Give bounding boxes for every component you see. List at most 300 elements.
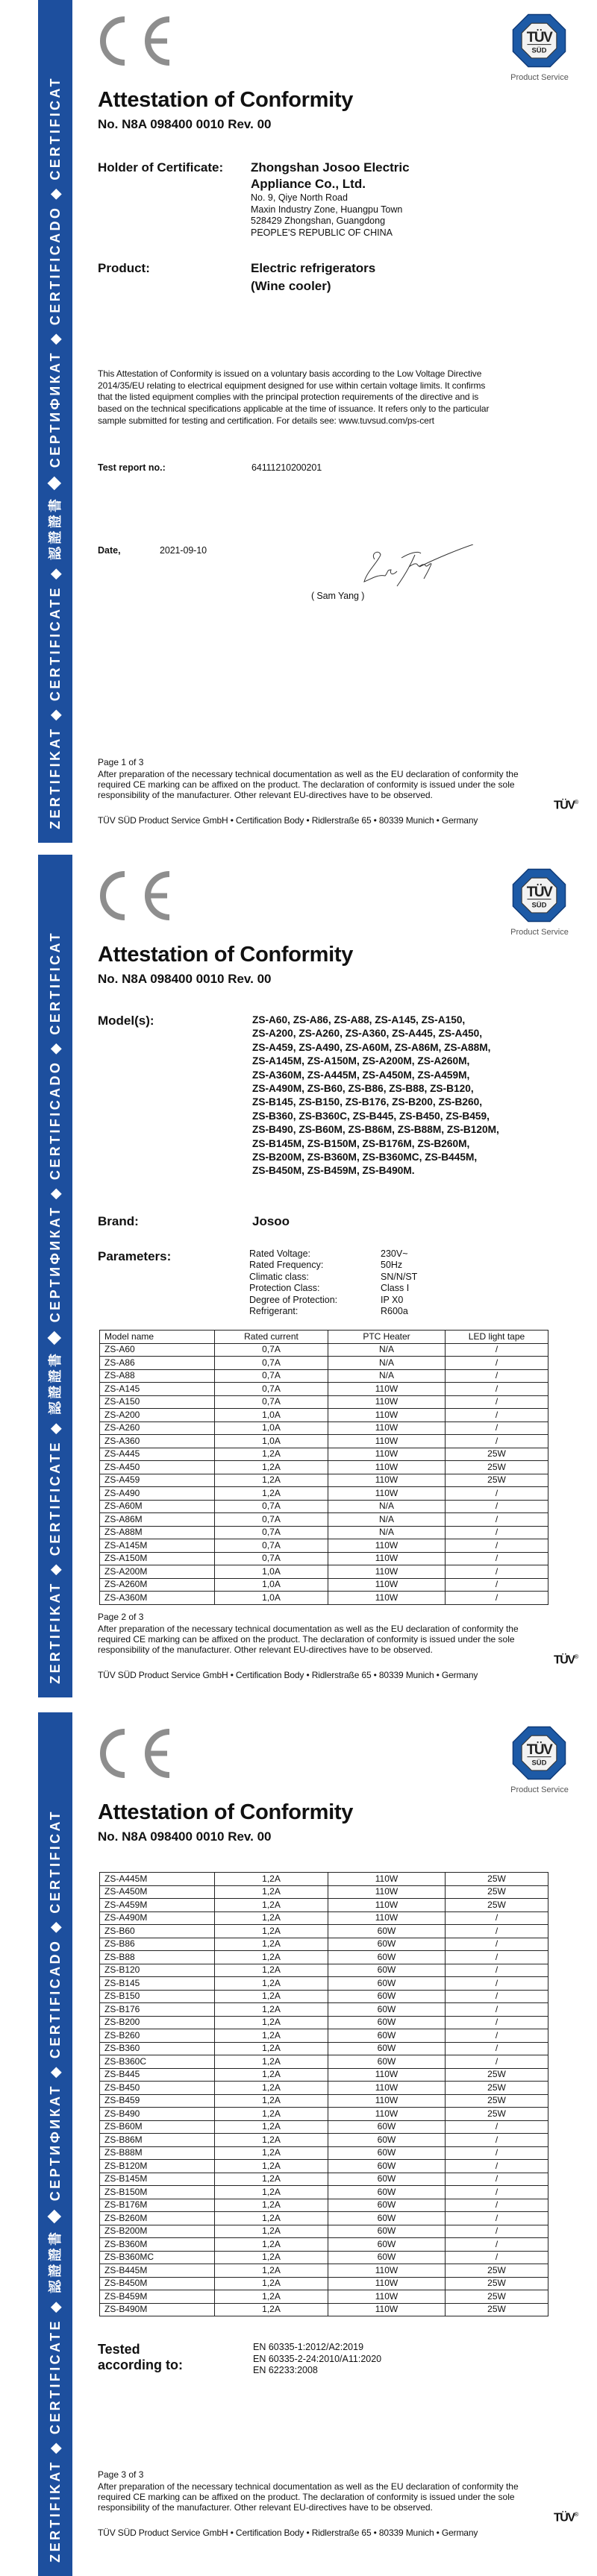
ce-mark-logo: [97, 1727, 172, 1779]
ptc-heater-cell: 60W: [328, 2186, 446, 2199]
led-tape-cell: /: [446, 1925, 548, 1938]
rated-current-cell: 1,2A: [215, 1873, 328, 1886]
column-header: LED light tape: [446, 1331, 548, 1344]
led-tape-cell: 25W: [446, 1474, 548, 1487]
led-tape-cell: 25W: [446, 2108, 548, 2121]
model-name-cell: ZS-B360: [100, 2042, 215, 2055]
rated-current-cell: 0,7A: [215, 1383, 328, 1396]
ptc-heater-cell: N/A: [328, 1513, 446, 1527]
tuv-mark-text: TÜV: [554, 2511, 575, 2525]
rated-current-cell: 1,2A: [215, 2042, 328, 2055]
table-row: [100, 2068, 548, 2082]
ptc-heater-cell: 110W: [328, 2264, 446, 2278]
led-tape-cell: /: [446, 2003, 548, 2017]
ptc-heater-cell: 110W: [328, 2082, 446, 2095]
footer-address: TÜV SÜD Product Service GmbH • Certification Body • Ridlerstraße 65 • 80339 Munich • Germany: [98, 815, 478, 826]
rated-current-cell: 1,0A: [215, 1409, 328, 1422]
led-tape-cell: 25W: [446, 1461, 548, 1474]
model-name-cell: ZS-A145: [100, 1383, 215, 1396]
parameter-row: [249, 1306, 473, 1317]
model-list-line: ZS-B145, ZS-B150, ZS-B176, ZS-B200, ZS-B260,: [252, 1096, 483, 1108]
table-row: [100, 1500, 548, 1513]
parameter-row: [249, 1295, 473, 1306]
product-service-label: Product Service: [510, 1785, 569, 1794]
certificate-number: No. N8A 098400 0010 Rev. 00: [98, 1829, 272, 1844]
ptc-heater-cell: 110W: [328, 1395, 446, 1409]
registered-mark: ®: [574, 799, 579, 805]
rated-current-cell: 0,7A: [215, 1526, 328, 1539]
signature: [363, 544, 475, 588]
tuv-footer-mark: [554, 799, 578, 812]
table-row: [100, 2108, 548, 2121]
table-row: [100, 1487, 548, 1501]
document-title: Attestation of Conformity: [98, 88, 354, 112]
table-row: [100, 2082, 548, 2095]
certificate-number: No. N8A 098400 0010 Rev. 00: [98, 972, 272, 986]
table-row: [100, 1357, 548, 1370]
ptc-heater-cell: 60W: [328, 1977, 446, 1991]
model-list-line: ZS-B360, ZS-B360C, ZS-B445, ZS-B450, ZS-B459,: [252, 1110, 490, 1122]
sud-logo-text: SÜD: [531, 1759, 547, 1768]
model-list: [252, 1014, 499, 1178]
ptc-heater-cell: 60W: [328, 2251, 446, 2264]
disclaimer-line: responsibility of the manufacturer. Other relevant EU-directives have to be observed.: [98, 790, 433, 800]
rated-current-cell: 1,2A: [215, 2173, 328, 2186]
led-tape-cell: /: [446, 1357, 548, 1370]
ptc-heater-cell: 60W: [328, 2238, 446, 2252]
led-tape-cell: /: [446, 1938, 548, 1951]
document-title: Attestation of Conformity: [98, 943, 354, 967]
table-row: [100, 1578, 548, 1592]
parameter-label: Degree of Protection:: [249, 1294, 338, 1305]
disclaimer-line: responsibility of the manufacturer. Other relevant EU-directives have to be observed.: [98, 2502, 433, 2513]
date-label: Date,: [98, 545, 121, 556]
parameter-row: [249, 1272, 473, 1283]
table-row: [100, 1951, 548, 1964]
test-report-label: Test report no.:: [98, 462, 166, 473]
rated-current-cell: 1,2A: [215, 2264, 328, 2278]
table-row: [100, 2290, 548, 2304]
certificate-page-3: [0, 1712, 597, 2576]
table-row: [100, 2120, 548, 2134]
sud-logo-text: SÜD: [531, 46, 547, 55]
standard: EN 60335-1:2012/A2:2019: [253, 2342, 364, 2352]
brand-label: Brand:: [98, 1214, 139, 1228]
rated-current-cell: 0,7A: [215, 1539, 328, 1553]
model-name-cell: ZS-B88M: [100, 2146, 215, 2160]
disclaimer-line: required CE marking can be affixed on the product. The declaration of conformity is issued under the sole: [98, 2492, 515, 2502]
tested-label-line: according to:: [98, 2357, 184, 2372]
rated-current-cell: 1,2A: [215, 2277, 328, 2290]
table-row: [100, 1885, 548, 1899]
table-row: [100, 2003, 548, 2017]
sidebar-text: ZERTIFIKAT ◆ CERTIFICATE ◆ 認證證書 ◆ СЕРТИФИКАТ ◆ CERTIFICADO ◆ CERTIFICAT: [48, 1809, 63, 2563]
footer-address: TÜV SÜD Product Service GmbH • Certification Body • Ridlerstraße 65 • 80339 Munich • Germany: [98, 2528, 478, 2538]
disclaimer-line: required CE marking can be affixed on the product. The declaration of conformity is issued under the sole: [98, 779, 515, 790]
parameter-value: Class I: [381, 1283, 410, 1294]
model-name-cell: ZS-A60: [100, 1343, 215, 1357]
registered-mark: ®: [574, 2511, 579, 2518]
parameter-value: 230V~: [381, 1248, 408, 1259]
certificate-page-2: [0, 855, 597, 1697]
ptc-heater-cell: 110W: [328, 2094, 446, 2108]
led-tape-cell: /: [446, 2212, 548, 2225]
rated-current-cell: 1,2A: [215, 2055, 328, 2069]
ptc-heater-cell: 110W: [328, 1592, 446, 1605]
model-name-cell: ZS-B260M: [100, 2212, 215, 2225]
model-name-cell: ZS-B490: [100, 2108, 215, 2121]
table-row: [100, 2016, 548, 2029]
ptc-heater-cell: 110W: [328, 2277, 446, 2290]
address-line: Maxin Industry Zone, Huangpu Town: [251, 204, 403, 215]
ptc-heater-cell: 110W: [328, 1383, 446, 1396]
model-name-cell: ZS-B450: [100, 2082, 215, 2095]
column-header: Rated current: [215, 1331, 328, 1344]
table-row: [100, 2029, 548, 2043]
rated-current-cell: 0,7A: [215, 1500, 328, 1513]
rated-current-cell: 1,2A: [215, 1911, 328, 1925]
tuv-footer-mark: [554, 2511, 578, 2525]
product-label: Product:: [98, 261, 150, 275]
rated-current-cell: 1,2A: [215, 1951, 328, 1964]
model-list-line: ZS-A200, ZS-A260, ZS-A360, ZS-A445, ZS-A450,: [252, 1028, 483, 1040]
ptc-heater-cell: 110W: [328, 1421, 446, 1435]
rated-current-cell: 1,2A: [215, 2082, 328, 2095]
statement-line: 2014/35/EU relating to electrical equipment designed for use within certain voltage limits. It confirms: [98, 380, 486, 391]
model-list-line: ZS-A459, ZS-A490, ZS-A60M, ZS-A86M, ZS-A88M,: [252, 1041, 491, 1053]
ptc-heater-cell: 110W: [328, 1487, 446, 1501]
table-row: [100, 1964, 548, 1977]
led-tape-cell: 25W: [446, 2277, 548, 2290]
model-name-cell: ZS-A450M: [100, 1885, 215, 1899]
model-name-cell: ZS-A150: [100, 1395, 215, 1409]
rated-current-cell: 1,2A: [215, 2186, 328, 2199]
rated-current-cell: 1,2A: [215, 1964, 328, 1977]
footer-address: TÜV SÜD Product Service GmbH • Certification Body • Ridlerstraße 65 • 80339 Munich • Germany: [98, 1670, 478, 1680]
model-name-cell: ZS-A260: [100, 1421, 215, 1435]
led-tape-cell: /: [446, 1552, 548, 1565]
model-name-cell: ZS-B459M: [100, 2290, 215, 2304]
model-name-cell: ZS-A145M: [100, 1539, 215, 1553]
footer-disclaimer: [98, 1624, 519, 1655]
rated-current-cell: 1,2A: [215, 2029, 328, 2043]
parameter-row: [249, 1283, 473, 1294]
rated-current-cell: 1,2A: [215, 2120, 328, 2134]
ptc-heater-cell: 110W: [328, 1565, 446, 1579]
led-tape-cell: 25W: [446, 2290, 548, 2304]
tuv-mark-text: TÜV: [554, 799, 575, 812]
model-name-cell: ZS-B88: [100, 1951, 215, 1964]
ptc-heater-cell: 110W: [328, 2290, 446, 2304]
led-tape-cell: 25W: [446, 2264, 548, 2278]
rated-current-cell: 0,7A: [215, 1357, 328, 1370]
rated-current-cell: 0,7A: [215, 1369, 328, 1383]
holder-label: Holder of Certificate:: [98, 160, 224, 175]
ptc-heater-cell: 110W: [328, 1448, 446, 1461]
model-name-cell: ZS-A450: [100, 1461, 215, 1474]
rated-current-cell: 1,2A: [215, 2146, 328, 2160]
table-row: [100, 1899, 548, 1912]
statement-line: that the listed equipment complies with the principal protection requirements of the directive and is: [98, 392, 479, 403]
rated-current-cell: 1,0A: [215, 1421, 328, 1435]
led-tape-cell: 25W: [446, 2303, 548, 2316]
ptc-heater-cell: 60W: [328, 2212, 446, 2225]
holder-address: [251, 192, 402, 239]
led-tape-cell: /: [446, 1526, 548, 1539]
certificate-number: No. N8A 098400 0010 Rev. 00: [98, 117, 272, 131]
led-tape-cell: /: [446, 1487, 548, 1501]
parameters-label: Parameters:: [98, 1249, 172, 1263]
table-row: [100, 2042, 548, 2055]
standard: EN 62233:2008: [253, 2365, 318, 2375]
standard: EN 60335-2-24:2010/A11:2020: [253, 2353, 382, 2364]
rated-current-cell: 1,0A: [215, 1578, 328, 1592]
statement-line: based on the technical specifications applicable at the time of issuance. It refers only to the particular: [98, 403, 490, 415]
ptc-heater-cell: N/A: [328, 1369, 446, 1383]
led-tape-cell: /: [446, 1343, 548, 1357]
parameter-label: Rated Voltage:: [249, 1248, 311, 1259]
table-row: [100, 1592, 548, 1605]
table-row: [100, 1383, 548, 1396]
led-tape-cell: /: [446, 1539, 548, 1553]
led-tape-cell: /: [446, 1500, 548, 1513]
led-tape-cell: /: [446, 2251, 548, 2264]
model-name-cell: ZS-A360: [100, 1435, 215, 1448]
statement-line: sample submitted for testing and certification. For details see: www.tuvsud.com/ps-cert: [98, 415, 434, 426]
model-list-line: ZS-A360M, ZS-A445M, ZS-A450M, ZS-A459M,: [252, 1069, 470, 1081]
ce-mark-logo: [97, 15, 172, 67]
parameter-label: Protection Class:: [249, 1283, 320, 1294]
disclaimer-line: After preparation of the necessary technical documentation as well as the EU declaration of conformity the: [98, 2481, 519, 2492]
model-name-cell: ZS-B176: [100, 2003, 215, 2017]
statement-paragraph: [98, 368, 489, 427]
model-list-line: ZS-B145M, ZS-B150M, ZS-B176M, ZS-B260M,: [252, 1137, 470, 1149]
table-row: [100, 2055, 548, 2069]
rated-current-cell: 0,7A: [215, 1552, 328, 1565]
table-row: [100, 1474, 548, 1487]
led-tape-cell: /: [446, 2134, 548, 2147]
ptc-heater-cell: 110W: [328, 2068, 446, 2082]
table-row: [100, 2146, 548, 2160]
model-list-line: ZS-A145M, ZS-A150M, ZS-A200M, ZS-A260M,: [252, 1055, 470, 1067]
ptc-heater-cell: 110W: [328, 1911, 446, 1925]
parameter-label: Rated Frequency:: [249, 1260, 324, 1271]
table-row: [100, 1409, 548, 1422]
sud-logo-text: SÜD: [531, 901, 547, 910]
certificate-sidebar: [38, 1712, 72, 2576]
led-tape-cell: /: [446, 1409, 548, 1422]
tuv-sud-logo: [512, 868, 566, 923]
led-tape-cell: /: [446, 1421, 548, 1435]
footer-disclaimer: [98, 769, 519, 800]
model-name-cell: ZS-B120M: [100, 2160, 215, 2173]
led-tape-cell: /: [446, 1565, 548, 1579]
models-label: Model(s):: [98, 1014, 154, 1028]
model-name-cell: ZS-A60M: [100, 1500, 215, 1513]
rated-current-cell: 1,2A: [215, 2212, 328, 2225]
rated-current-cell: 1,2A: [215, 1487, 328, 1501]
model-name-cell: ZS-A459: [100, 1474, 215, 1487]
model-name-cell: ZS-B145: [100, 1977, 215, 1991]
table-row: [100, 2160, 548, 2173]
certificate-page-1: [0, 0, 597, 843]
led-tape-cell: /: [446, 1911, 548, 1925]
table-row: [100, 1461, 548, 1474]
model-spec-table-continued: [99, 1872, 548, 2316]
table-row: [100, 2094, 548, 2108]
table-row: [100, 2238, 548, 2252]
model-name-cell: ZS-A200: [100, 1409, 215, 1422]
model-name-cell: ZS-B459: [100, 2094, 215, 2108]
tested-label: [98, 2342, 183, 2373]
table-row: [100, 2303, 548, 2316]
ptc-heater-cell: 60W: [328, 1964, 446, 1977]
led-tape-cell: /: [446, 2055, 548, 2069]
ptc-heater-cell: 110W: [328, 1539, 446, 1553]
model-name-cell: ZS-A200M: [100, 1565, 215, 1579]
table-row: [100, 1925, 548, 1938]
table-row: [100, 1911, 548, 1925]
model-name-cell: ZS-A86M: [100, 1513, 215, 1527]
led-tape-cell: 25W: [446, 2082, 548, 2095]
model-name-cell: ZS-B60: [100, 1925, 215, 1938]
model-name-cell: ZS-A86: [100, 1357, 215, 1370]
rated-current-cell: 1,2A: [215, 2094, 328, 2108]
rated-current-cell: 1,2A: [215, 1448, 328, 1461]
rated-current-cell: 1,2A: [215, 1925, 328, 1938]
sidebar-text: ZERTIFIKAT ◆ CERTIFICATE ◆ 認證證書 ◆ СЕРТИФИКАТ ◆ CERTIFICADO ◆ CERTIFICAT: [48, 931, 63, 1684]
led-tape-cell: /: [446, 1513, 548, 1527]
table-row: [100, 1873, 548, 1886]
page-number: Page 1 of 3: [98, 757, 144, 767]
model-name-cell: ZS-A445M: [100, 1873, 215, 1886]
led-tape-cell: /: [446, 1395, 548, 1409]
model-name-cell: ZS-B445M: [100, 2264, 215, 2278]
table-header-row: [100, 1331, 548, 1344]
page-number: Page 2 of 3: [98, 1612, 144, 1622]
table-row: [100, 1369, 548, 1383]
table-row: [100, 1990, 548, 2003]
table-row: [100, 1435, 548, 1448]
rated-current-cell: 1,2A: [215, 1899, 328, 1912]
ptc-heater-cell: 60W: [328, 1938, 446, 1951]
model-list-line: ZS-B490, ZS-B60M, ZS-B86M, ZS-B88M, ZS-B120M,: [252, 1124, 499, 1136]
table-row: [100, 2277, 548, 2290]
brand-value: Josoo: [252, 1214, 290, 1228]
rated-current-cell: 1,2A: [215, 2160, 328, 2173]
rated-current-cell: 1,0A: [215, 1565, 328, 1579]
led-tape-cell: /: [446, 2160, 548, 2173]
disclaimer-line: After preparation of the necessary technical documentation as well as the EU declaration of conformity the: [98, 1624, 519, 1634]
rated-current-cell: 1,2A: [215, 1977, 328, 1991]
tuv-logo-text: TÜV: [526, 884, 552, 900]
model-name-cell: ZS-B86M: [100, 2134, 215, 2147]
rated-current-cell: 0,7A: [215, 1513, 328, 1527]
rated-current-cell: 1,2A: [215, 1990, 328, 2003]
ptc-heater-cell: N/A: [328, 1526, 446, 1539]
table-row: [100, 2225, 548, 2238]
table-row: [100, 2186, 548, 2199]
parameter-row: [249, 1248, 473, 1260]
rated-current-cell: 1,2A: [215, 1461, 328, 1474]
address-line: No. 9, Qiye North Road: [251, 192, 348, 203]
model-name-cell: ZS-B150M: [100, 2186, 215, 2199]
holder-name-line: Zhongshan Josoo Electric: [251, 160, 410, 175]
tested-label-line: Tested: [98, 2342, 140, 2357]
parameter-row: [249, 1260, 473, 1271]
model-name-cell: ZS-A459M: [100, 1899, 215, 1912]
model-name-cell: ZS-A490: [100, 1487, 215, 1501]
led-tape-cell: 25W: [446, 1873, 548, 1886]
table-row: [100, 1526, 548, 1539]
registered-mark: ®: [574, 1653, 579, 1660]
rated-current-cell: 1,2A: [215, 1474, 328, 1487]
led-tape-cell: /: [446, 1977, 548, 1991]
model-list-line: ZS-A60, ZS-A86, ZS-A88, ZS-A145, ZS-A150,: [252, 1014, 466, 1025]
ptc-heater-cell: 60W: [328, 1951, 446, 1964]
tuv-sud-logo: [512, 1726, 566, 1780]
model-name-cell: ZS-B60M: [100, 2120, 215, 2134]
led-tape-cell: /: [446, 2238, 548, 2252]
led-tape-cell: /: [446, 1578, 548, 1592]
tuv-sud-logo: [512, 13, 566, 68]
standards-list: [253, 2342, 381, 2377]
ptc-heater-cell: 60W: [328, 2029, 446, 2043]
parameter-label: Refrigerant:: [249, 1306, 298, 1317]
model-name-cell: ZS-B360M: [100, 2238, 215, 2252]
column-header: Model name: [100, 1331, 215, 1344]
ptc-heater-cell: N/A: [328, 1500, 446, 1513]
ptc-heater-cell: 60W: [328, 2173, 446, 2186]
ptc-heater-cell: 60W: [328, 2016, 446, 2029]
table-row: [100, 1448, 548, 1461]
rated-current-cell: 1,0A: [215, 1592, 328, 1605]
rated-current-cell: 1,2A: [215, 1885, 328, 1899]
product-service-label: Product Service: [510, 928, 569, 937]
test-report-number: 64111210200201: [251, 462, 322, 473]
rated-current-cell: 1,2A: [215, 2290, 328, 2304]
ptc-heater-cell: 110W: [328, 1474, 446, 1487]
led-tape-cell: 25W: [446, 1899, 548, 1912]
disclaimer-line: required CE marking can be affixed on the product. The declaration of conformity is issued under the sole: [98, 1634, 515, 1644]
model-name-cell: ZS-B490M: [100, 2303, 215, 2316]
ptc-heater-cell: 110W: [328, 2108, 446, 2121]
parameter-label: Climatic class:: [249, 1271, 309, 1282]
rated-current-cell: 1,2A: [215, 2003, 328, 2017]
parameter-value: SN/N/ST: [381, 1271, 418, 1282]
table-row: [100, 2199, 548, 2212]
model-list-line: ZS-B450M, ZS-B459M, ZS-B490M.: [252, 1165, 415, 1177]
address-line: PEOPLE'S REPUBLIC OF CHINA: [251, 227, 393, 238]
rated-current-cell: 1,2A: [215, 1938, 328, 1951]
model-name-cell: ZS-B145M: [100, 2173, 215, 2186]
statement-line: This Attestation of Conformity is issued on a voluntary basis according to the Low Voltage Directive: [98, 368, 482, 379]
product-service-label: Product Service: [510, 73, 569, 82]
model-name-cell: ZS-B260: [100, 2029, 215, 2043]
product-line: (Wine cooler): [251, 279, 331, 293]
disclaimer-line: responsibility of the manufacturer. Other relevant EU-directives have to be observed.: [98, 1644, 433, 1655]
model-name-cell: ZS-A490M: [100, 1911, 215, 1925]
parameter-value: 50Hz: [381, 1260, 403, 1271]
ptc-heater-cell: N/A: [328, 1357, 446, 1370]
table-row: [100, 1513, 548, 1527]
sidebar-text: ZERTIFIKAT ◆ CERTIFICATE ◆ 認證證書 ◆ СЕРТИФИКАТ ◆ CERTIFICADO ◆ CERTIFICAT: [48, 76, 63, 829]
led-tape-cell: 25W: [446, 1448, 548, 1461]
rated-current-cell: 0,7A: [215, 1395, 328, 1409]
table-row: [100, 1343, 548, 1357]
tuv-logo-text: TÜV: [526, 1741, 552, 1758]
table-row: [100, 2264, 548, 2278]
